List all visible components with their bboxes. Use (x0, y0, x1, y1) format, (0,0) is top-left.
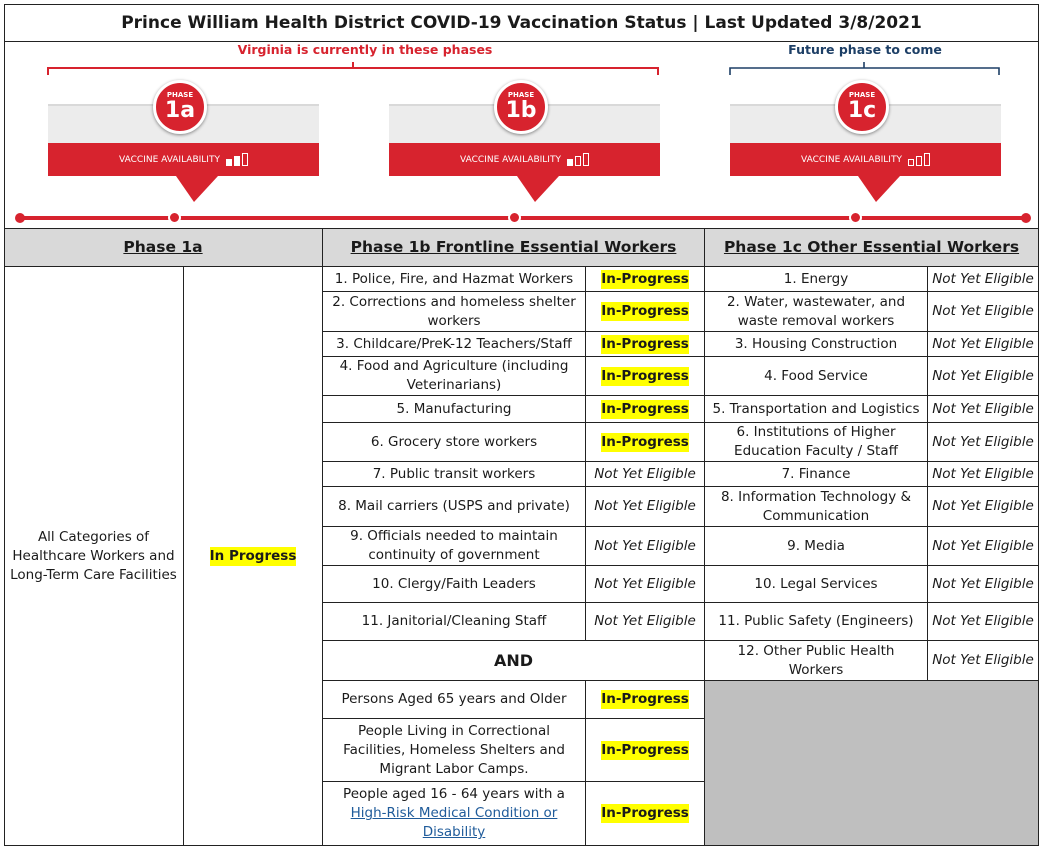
phase-1c-item-text: 12. Other Public Health Workers (737, 642, 895, 678)
availability-bars-icon (226, 153, 248, 166)
phase-1c-item (705, 357, 928, 396)
status-badge: Not Yet Eligible (932, 465, 1034, 482)
phase-1c-status (928, 487, 1039, 527)
status-badge: In-Progress (601, 691, 689, 707)
status-badge: Not Yet Eligible (932, 335, 1034, 352)
status-badge: In-Progress (601, 335, 689, 352)
status-badge: Not Yet Eligible (932, 652, 1034, 668)
phase-1b-item (323, 357, 586, 396)
status-badge: Not Yet Eligible (932, 613, 1034, 629)
phase-1b-item (323, 487, 586, 527)
status-badge: In-Progress (601, 741, 689, 758)
phase-1b-group (323, 719, 586, 782)
phase-1c-item-text: 4. Food Service (764, 367, 868, 384)
phase-1b-status (586, 487, 705, 527)
status-badge: Not Yet Eligible (594, 465, 696, 482)
phase-1c-status (928, 641, 1039, 681)
phase-card-pointer (517, 176, 559, 202)
phase-1b-group-status (586, 681, 705, 719)
phase-1b-group-text: Persons Aged 65 years and Older (341, 691, 567, 707)
phase-1b-status (586, 267, 705, 292)
phase-1c-item-text: 8. Information Technology & Communication (720, 488, 912, 524)
phase-1b-status (586, 292, 705, 332)
phase-banner (5, 42, 1038, 229)
phase-code: 1b (505, 98, 537, 123)
phase-code: 1a (164, 98, 196, 123)
phase-card-pointer (858, 176, 900, 202)
phase-1b-item-text: 3. Childcare/PreK-12 Teachers/Staff (336, 335, 572, 352)
status-badge: Not Yet Eligible (932, 537, 1034, 554)
phase-1c-item-text: 3. Housing Construction (734, 335, 898, 352)
header-phase-1a (4, 229, 323, 267)
status-badge: Not Yet Eligible (932, 303, 1034, 319)
phase-1c-status (928, 357, 1039, 396)
group-label-prefix: People aged 16 - 64 years with a (343, 786, 565, 802)
status-badge: Not Yet Eligible (932, 575, 1034, 592)
phase-card-pointer (176, 176, 218, 202)
phase-1b-item-text: 11. Janitorial/Cleaning Staff (361, 613, 547, 629)
timeline-dot-1c (849, 211, 862, 224)
status-badge: Not Yet Eligible (594, 575, 696, 592)
phase-1b-status (586, 603, 705, 641)
phase-1b-item (323, 267, 586, 292)
phase-1b-status (586, 527, 705, 566)
phase-1c-status (928, 292, 1039, 332)
phase-1b-status (586, 566, 705, 603)
phase-1c-item-text: 7. Finance (781, 465, 851, 482)
phase-1b-item-text: 1. Police, Fire, and Hazmat Workers (334, 270, 574, 287)
phase-1b-item (323, 423, 586, 462)
phase-1c-item (705, 332, 928, 357)
status-badge: Not Yet Eligible (932, 400, 1034, 417)
phase-1c-item (705, 462, 928, 487)
phase-1c-item (705, 292, 928, 332)
phase-1b-status (586, 423, 705, 462)
phase-1c-status (928, 332, 1039, 357)
phase-1c-item (705, 396, 928, 423)
phase-1c-status (928, 267, 1039, 292)
phase-code: 1c (847, 98, 877, 123)
table-left-border (4, 229, 5, 846)
availability-bars-icon (567, 153, 589, 166)
phase-1b-status (586, 462, 705, 487)
phase-1b-item (323, 332, 586, 357)
vaccine-availability-label: VACCINE AVAILABILITY (460, 154, 561, 165)
availability-bars-icon (908, 153, 930, 166)
phase-1c-item-text: 2. Water, wastewater, and waste removal workers (726, 293, 906, 329)
phase-word: PHASE (848, 91, 876, 99)
status-badge: In-Progress (601, 400, 689, 417)
and-separator (323, 641, 705, 681)
future-phase-label: Future phase to come (788, 42, 942, 57)
status-badge: Not Yet Eligible (594, 537, 696, 554)
phase-1b-group-text: People Living in Correctional Facilities, Homeless Shelters and Migrant Labor Camps. (343, 722, 565, 777)
empty-gray-area (705, 681, 1039, 846)
status-badge: In-Progress (601, 367, 689, 384)
phase-1b-item (323, 292, 586, 332)
phase-1c-item (705, 641, 928, 681)
phase-1c-status (928, 566, 1039, 603)
phase-1c-item (705, 267, 928, 292)
phase-1c-item-text: 11. Public Safety (Engineers) (718, 613, 914, 629)
header-phase-1b (323, 229, 705, 267)
phase-1b-group-status (586, 719, 705, 782)
status-badge: In-Progress (601, 270, 689, 287)
phase-1c-item (705, 423, 928, 462)
phase-1c-status (928, 462, 1039, 487)
phase-1b-item (323, 462, 586, 487)
phase-1b-status (586, 332, 705, 357)
table-top-border (4, 228, 1039, 229)
phase-1b-item-text: 4. Food and Agriculture (including Veterinarians) (339, 358, 569, 393)
phase-word: PHASE (507, 91, 535, 99)
header-phase-1b-text: Phase 1b Frontline Essential Workers (350, 238, 677, 256)
phase-1b-item (323, 603, 586, 641)
phase-1c-item-text: 10. Legal Services (754, 575, 878, 592)
phase-1b-item-text: 8. Mail carriers (USPS and private) (338, 498, 570, 514)
status-badge: Not Yet Eligible (594, 498, 696, 514)
phase-badge-1a (153, 80, 207, 134)
phase-1c-item (705, 527, 928, 566)
phase-1c-status (928, 423, 1039, 462)
phase-1b-item-text: 2. Corrections and homeless shelter workers (332, 293, 576, 329)
phase-1c-status (928, 396, 1039, 423)
header-phase-1a-text: Phase 1a (123, 238, 203, 256)
phase-1b-item-text: 7. Public transit workers (372, 465, 536, 482)
status-badge: In Progress (209, 547, 297, 564)
phase-badge-1c (835, 80, 889, 134)
header-phase-1c (705, 229, 1039, 267)
status-badge: Not Yet Eligible (932, 270, 1034, 287)
header-phase-1c-text: Phase 1c Other Essential Workers (723, 238, 1020, 256)
phase-1b-item (323, 396, 586, 423)
phase-1b-item-text: 10. Clergy/Faith Leaders (372, 575, 536, 592)
phase-1a-category (4, 267, 184, 846)
timeline-end-dot (1021, 213, 1031, 223)
phase-1a-status (184, 267, 323, 846)
timeline-start-dot (15, 213, 25, 223)
phase-1b-item-text: 6. Grocery store workers (370, 433, 538, 450)
phase-1b-item (323, 566, 586, 603)
status-badge: In-Progress (601, 805, 689, 821)
vaccine-availability-label: VACCINE AVAILABILITY (801, 154, 902, 165)
phase-word: PHASE (166, 91, 194, 99)
status-badge: Not Yet Eligible (932, 367, 1034, 384)
phase-1c-item-text: 9. Media (787, 537, 845, 554)
phase-1b-item-text: 9. Officials needed to maintain continuity of government (350, 528, 558, 563)
phase-1c-status (928, 527, 1039, 566)
status-badge: Not Yet Eligible (932, 433, 1034, 450)
status-badge: Not Yet Eligible (932, 498, 1034, 514)
phase-1c-item (705, 566, 928, 603)
phase-1c-item (705, 487, 928, 527)
page-title: Prince William Health District COVID-19 Vaccination Status | Last Updated 3/8/2021 (5, 5, 1038, 42)
status-badge: In-Progress (601, 303, 689, 319)
status-badge: In-Progress (601, 433, 689, 450)
vaccine-availability-label: VACCINE AVAILABILITY (119, 154, 220, 165)
timeline-dot-1a (168, 211, 181, 224)
phase-1c-item-text: 1. Energy (783, 270, 849, 287)
timeline-dot-1b (508, 211, 521, 224)
current-phases-label: Virginia is currently in these phases (237, 42, 493, 57)
phase-1b-group-status (586, 782, 705, 846)
phase-1c-item (705, 603, 928, 641)
status-badge: Not Yet Eligible (594, 613, 696, 629)
high-risk-condition-link[interactable]: High-Risk Medical Condition or Disability (350, 805, 558, 840)
phase-1b-item (323, 527, 586, 566)
phase-1c-item-text: 5. Transportation and Logistics (712, 400, 920, 417)
phase-1b-group (323, 681, 586, 719)
phase-1b-group-text (327, 785, 581, 842)
phase-1b-status (586, 396, 705, 423)
phase-1c-item-text: 6. Institutions of Higher Education Faculty / Staff (734, 424, 898, 459)
phase-1b-group (323, 782, 586, 846)
phase-badge-1b (494, 80, 548, 134)
and-separator-text: AND (493, 651, 534, 670)
phase-1c-status (928, 603, 1039, 641)
phase-1a-category-text: All Categories of Healthcare Workers and Long-Term Care Facilities (10, 528, 177, 583)
phase-1b-status (586, 357, 705, 396)
phase-1b-item-text: 5. Manufacturing (396, 400, 512, 417)
